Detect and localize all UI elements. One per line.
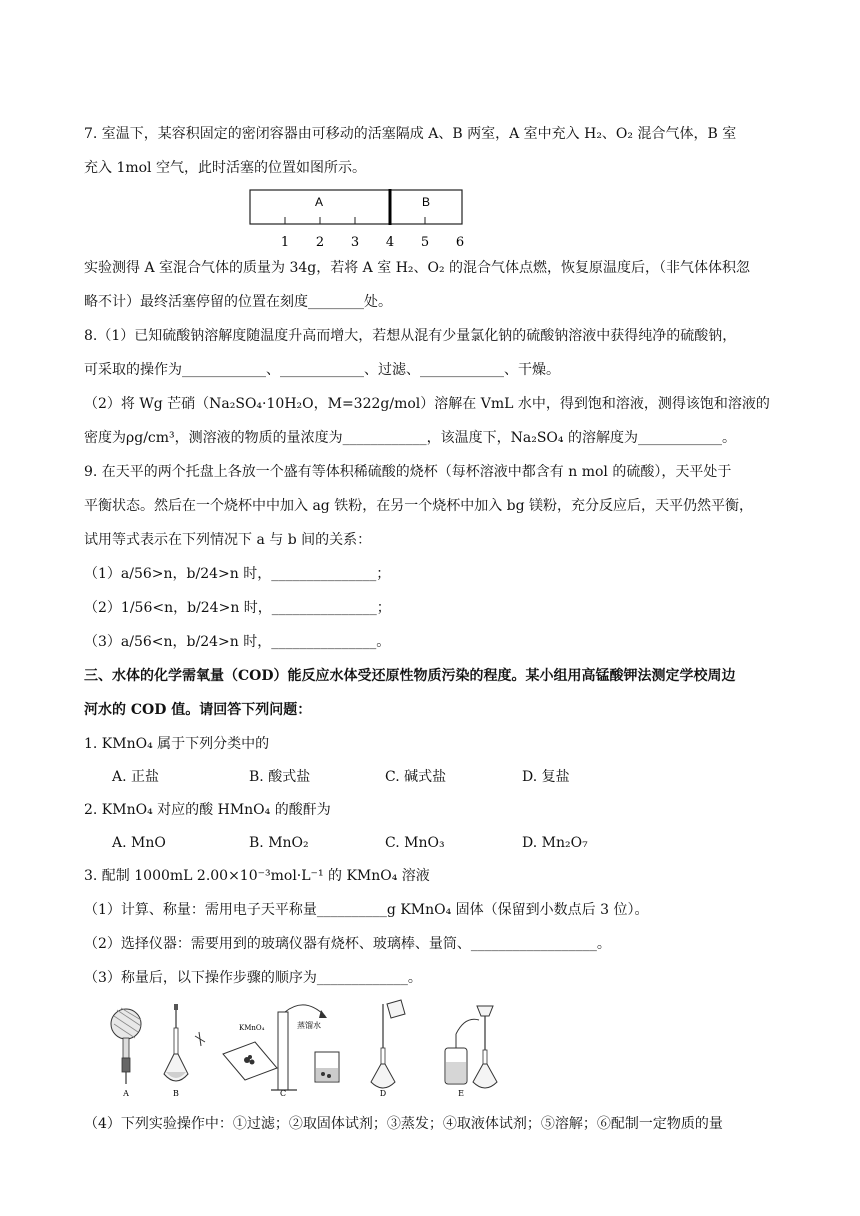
q7-line-3: 实验测得 A 室混合气体的质量为 34g，若将 A 室 H₂、O₂ 的混合气体点燃，恢复原温度后，（非气体体积忽 <box>84 260 751 276</box>
q9-line-3: 试用等式表示在下列情况下 a 与 b 间的关系： <box>84 532 372 548</box>
apparatus-d-transfer <box>371 1000 405 1088</box>
apparatus-label-e: E <box>458 1089 464 1098</box>
p3-step-1: （1）计算、称量：需用电子天平称量__________g KMnO₄ 固体（保留到小数点后 3 位）。 <box>84 902 649 918</box>
p3-stem: 3. 配制 1000mL 2.00×10⁻³mol·L⁻¹ 的 KMnO₄ 溶液 <box>84 868 430 884</box>
lab-steps-figure <box>105 998 525 1100</box>
q9-line-1: 9. 在天平的两个托盘上各放一个盛有等体积稀硫酸的烧杯（每杯溶液中都含有 n mol 的硫酸），天平处于 <box>84 464 732 480</box>
chamber-b-label: B <box>421 195 431 209</box>
apparatus-e-rinse <box>445 1006 497 1088</box>
q9-case-1: （1）a/56>n，b/24>n 时，_______________； <box>84 566 391 582</box>
kmno4-label: KMnO₄ <box>239 1024 265 1032</box>
q8-line-2: 可采取的操作为____________、____________、过滤、____________、干燥。 <box>84 362 560 378</box>
p1-option-b: B. 酸式盐 <box>249 769 311 785</box>
p1-option-a: A. 正盐 <box>112 769 160 785</box>
q9-case-2: （2）1/56<n，b/24>n 时，_______________； <box>84 600 391 616</box>
q8-line-1: 8.（1）已知硫酸钠溶解度随温度升高而增大，若想从混有少量氯化钠的硫酸钠溶液中获得纯净的硫酸钠， <box>84 328 737 344</box>
p1-option-d: D. 复盐 <box>522 769 570 785</box>
apparatus-a-funnel <box>111 1008 141 1084</box>
q9-case-3: （3）a/56<n，b/24>n 时，_______________。 <box>84 634 391 650</box>
chamber-a-label: A <box>314 195 324 209</box>
p2-option-b: B. MnO₂ <box>249 835 309 851</box>
section-3-heading-line-2: 河水的 COD 值。请回答下列问题： <box>84 702 312 718</box>
scale-tick-label: 4 <box>385 235 395 250</box>
section-3-heading-line-1: 三、水体的化学需氧量（COD）能反应水体受还原性物质污染的程度。某小组用高锰酸钾法测定学校周边 <box>84 668 736 684</box>
apparatus-label-c: C <box>279 1089 287 1098</box>
p1-stem: 1. KMnO₄ 属于下列分类中的 <box>84 736 270 752</box>
q8-line-4: 密度为ρg/cm³，测溶液的物质的量浓度为____________，该温度下，Na₂SO₄ 的溶解度为____________。 <box>84 430 736 446</box>
apparatus-label-b: B <box>173 1089 179 1098</box>
p2-option-d: D. Mn₂O₇ <box>522 835 588 851</box>
scale-tick-label: 1 <box>280 235 290 250</box>
p2-option-c: C. MnO₃ <box>385 835 445 851</box>
apparatus-label-d: D <box>379 1089 387 1098</box>
p2-option-a: A. MnO <box>112 835 166 851</box>
q7-line-1: 7. 室温下，某容积固定的密闭容器由可移动的活塞隔成 A、B 两室，A 室中充入 H₂、O₂ 混合气体，B 室 <box>84 126 737 142</box>
scale-tick-label: 5 <box>420 235 430 250</box>
q7-line-2: 充入 1mol 空气，此时活塞的位置如图所示。 <box>84 160 366 176</box>
q8-line-3: （2）将 Wg 芒硝（Na₂SO₄·10H₂O，M=322g/mol）溶解在 VmL 水中，得到饱和溶液，测得该饱和溶液的 <box>84 396 770 412</box>
q7-line-4: 略不计）最终活塞停留的位置在刻度________处。 <box>84 294 392 310</box>
apparatus-label-a: A <box>123 1089 129 1098</box>
p1-option-c: C. 碱式盐 <box>385 769 447 785</box>
piston-container-figure <box>240 186 480 252</box>
scale-tick-label: 3 <box>350 235 360 250</box>
q9-line-2: 平衡状态。然后在一个烧杯中中加入 ag 铁粉，在另一个烧杯中加入 bg 镁粉，充分反应后，天平仍然平衡， <box>84 498 754 514</box>
apparatus-c-weighing <box>223 1005 339 1090</box>
p3-step-4: （4）下列实验操作中：①过滤；②取固体试剂；③蒸发；④取液体试剂；⑤溶解；⑥配制一定物质的量 <box>84 1116 723 1132</box>
apparatus-b-flask <box>164 1004 205 1081</box>
p2-stem: 2. KMnO₄ 对应的酸 HMnO₄ 的酸酐为 <box>84 802 331 818</box>
scale-tick-label: 6 <box>455 235 465 250</box>
distilled-water-label: 蒸馏水 <box>297 1021 321 1030</box>
p3-step-2: （2）选择仪器：需要用到的玻璃仪器有烧杯、玻璃棒、量筒、__________________。 <box>84 936 611 952</box>
scale-tick-label: 2 <box>315 235 325 250</box>
p3-step-3: （3）称量后，以下操作步骤的顺序为_____________。 <box>84 970 422 986</box>
